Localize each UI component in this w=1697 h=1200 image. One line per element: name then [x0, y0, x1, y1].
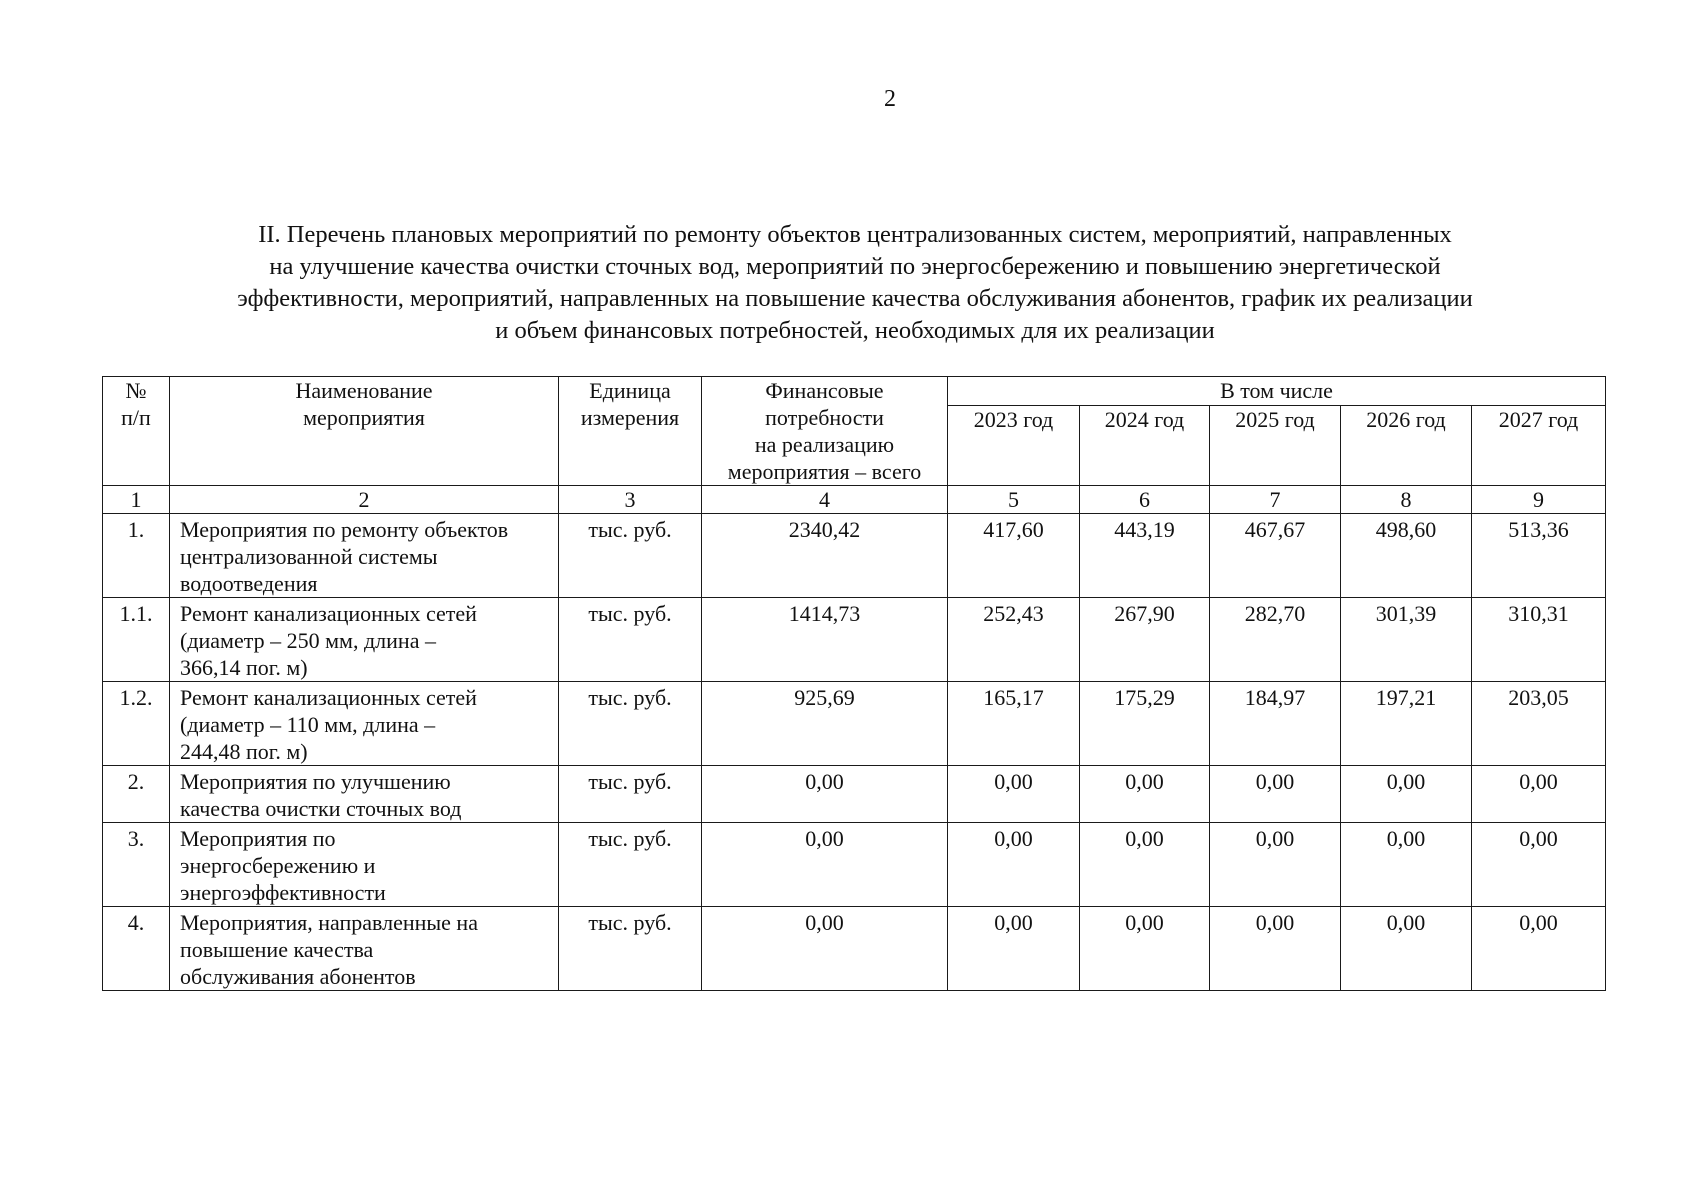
document-title [110, 219, 1600, 347]
row-value-2023: 0,00 [948, 907, 1080, 991]
row-name-line: Ремонт канализационных сетей [180, 601, 477, 626]
column-number: 9 [1472, 486, 1606, 514]
header-year-2025: 2025 год [1210, 405, 1341, 485]
column-number: 5 [948, 486, 1080, 514]
row-value-2023: 0,00 [948, 766, 1080, 823]
title-line: и объем финансовых потребностей, необходимых для их реализации [495, 317, 1215, 344]
row-value-2026: 498,60 [1341, 514, 1472, 598]
row-name-line: Мероприятия по [180, 826, 336, 851]
row-name [170, 598, 559, 682]
column-number: 7 [1210, 486, 1341, 514]
header-unit [559, 377, 702, 486]
column-number: 4 [702, 486, 948, 514]
row-value-2026: 301,39 [1341, 598, 1472, 682]
row-value-2027: 0,00 [1472, 907, 1606, 991]
header-year-2024: 2024 год [1080, 405, 1210, 485]
row-name-line: водоотведения [180, 571, 318, 596]
table-row [103, 514, 1606, 598]
row-number: 1. [103, 514, 170, 598]
header-num-line: № [125, 378, 147, 403]
row-number: 2. [103, 766, 170, 823]
header-total-line: мероприятия – всего [727, 459, 922, 484]
row-value-2026: 197,21 [1341, 682, 1472, 766]
row-value-2023: 165,17 [948, 682, 1080, 766]
row-name-line: повышение качества [180, 937, 374, 962]
row-value-2023: 0,00 [948, 823, 1080, 907]
row-value-2026: 0,00 [1341, 823, 1472, 907]
row-total: 0,00 [702, 907, 948, 991]
row-value-2025: 282,70 [1210, 598, 1341, 682]
page-number: 2 [884, 86, 896, 112]
row-name [170, 907, 559, 991]
row-name-line: энергосбережению и [180, 853, 376, 878]
row-value-2025: 0,00 [1210, 823, 1341, 907]
column-numbers-row [103, 486, 1606, 514]
row-value-2025: 0,00 [1210, 766, 1341, 823]
title-line: эффективности, мероприятий, направленных на повышение качества обслуживания абонентов, график их реализации [237, 285, 1473, 312]
row-name [170, 766, 559, 823]
row-name [170, 682, 559, 766]
measures-table [102, 376, 1606, 991]
row-name-line: централизованной системы [180, 544, 438, 569]
row-value-2026: 0,00 [1341, 766, 1472, 823]
row-name-line: Мероприятия по улучшению [180, 769, 451, 794]
row-unit: тыс. руб. [559, 907, 702, 991]
header-total-line: потребности [765, 405, 884, 430]
header-group: В том числе [948, 377, 1606, 406]
row-value-2024: 0,00 [1080, 907, 1210, 991]
row-value-2027: 310,31 [1472, 598, 1606, 682]
row-value-2027: 0,00 [1472, 823, 1606, 907]
row-value-2027: 203,05 [1472, 682, 1606, 766]
row-value-2024: 267,90 [1080, 598, 1210, 682]
row-name-line: Ремонт канализационных сетей [180, 685, 477, 710]
row-name-line: Мероприятия по ремонту объектов [180, 517, 509, 542]
row-name-line: (диаметр – 250 мм, длина – [180, 628, 436, 653]
row-total: 0,00 [702, 766, 948, 823]
row-total: 2340,42 [702, 514, 948, 598]
header-unit-line: измерения [580, 405, 680, 430]
column-number: 1 [103, 486, 170, 514]
row-total: 925,69 [702, 682, 948, 766]
row-name-line: (диаметр – 110 мм, длина – [180, 712, 436, 737]
row-total: 1414,73 [702, 598, 948, 682]
row-unit: тыс. руб. [559, 823, 702, 907]
table-row [103, 766, 1606, 823]
row-unit: тыс. руб. [559, 682, 702, 766]
row-name-line: 366,14 пог. м) [180, 655, 308, 680]
header-total-line: на реализацию [754, 432, 895, 457]
title-line: II. Перечень плановых мероприятий по ремонту объектов централизованных систем, мероприятий, направленных [258, 221, 1452, 248]
row-name [170, 823, 559, 907]
table-row [103, 682, 1606, 766]
title-line: на улучшение качества очистки сточных вод, мероприятий по энергосбережению и повышению энергетической [269, 253, 1441, 280]
row-value-2024: 443,19 [1080, 514, 1210, 598]
row-name-line: Мероприятия, направленные на [180, 910, 478, 935]
column-number: 6 [1080, 486, 1210, 514]
row-number: 1.2. [103, 682, 170, 766]
row-value-2024: 0,00 [1080, 766, 1210, 823]
row-number: 3. [103, 823, 170, 907]
row-value-2027: 513,36 [1472, 514, 1606, 598]
header-total-line: Финансовые [765, 378, 884, 403]
row-name-line: качества очистки сточных вод [180, 796, 462, 821]
row-unit: тыс. руб. [559, 514, 702, 598]
row-unit: тыс. руб. [559, 766, 702, 823]
column-number: 2 [170, 486, 559, 514]
row-value-2024: 0,00 [1080, 823, 1210, 907]
header-name-line: Наименование [295, 378, 433, 403]
header-total [702, 377, 948, 486]
row-number: 1.1. [103, 598, 170, 682]
table-row [103, 823, 1606, 907]
header-name [170, 377, 559, 486]
row-value-2027: 0,00 [1472, 766, 1606, 823]
row-value-2024: 175,29 [1080, 682, 1210, 766]
row-name-line: 244,48 пог. м) [180, 739, 308, 764]
row-value-2023: 252,43 [948, 598, 1080, 682]
column-number: 8 [1341, 486, 1472, 514]
row-value-2023: 417,60 [948, 514, 1080, 598]
row-name-line: энергоэффективности [180, 880, 386, 905]
row-value-2025: 467,67 [1210, 514, 1341, 598]
row-value-2025: 0,00 [1210, 907, 1341, 991]
header-num [103, 377, 170, 486]
row-name [170, 514, 559, 598]
header-year-2026: 2026 год [1341, 405, 1472, 485]
row-name-line: обслуживания абонентов [180, 964, 416, 989]
row-total: 0,00 [702, 823, 948, 907]
header-year-2023: 2023 год [948, 405, 1080, 485]
row-value-2025: 184,97 [1210, 682, 1341, 766]
row-unit: тыс. руб. [559, 598, 702, 682]
header-name-line: мероприятия [303, 405, 425, 430]
column-number: 3 [559, 486, 702, 514]
header-unit-line: Единица [589, 378, 671, 403]
header-year-2027: 2027 год [1472, 405, 1606, 485]
table-row [103, 907, 1606, 991]
header-num-line: п/п [121, 405, 151, 430]
table-row [103, 598, 1606, 682]
row-number: 4. [103, 907, 170, 991]
row-value-2026: 0,00 [1341, 907, 1472, 991]
